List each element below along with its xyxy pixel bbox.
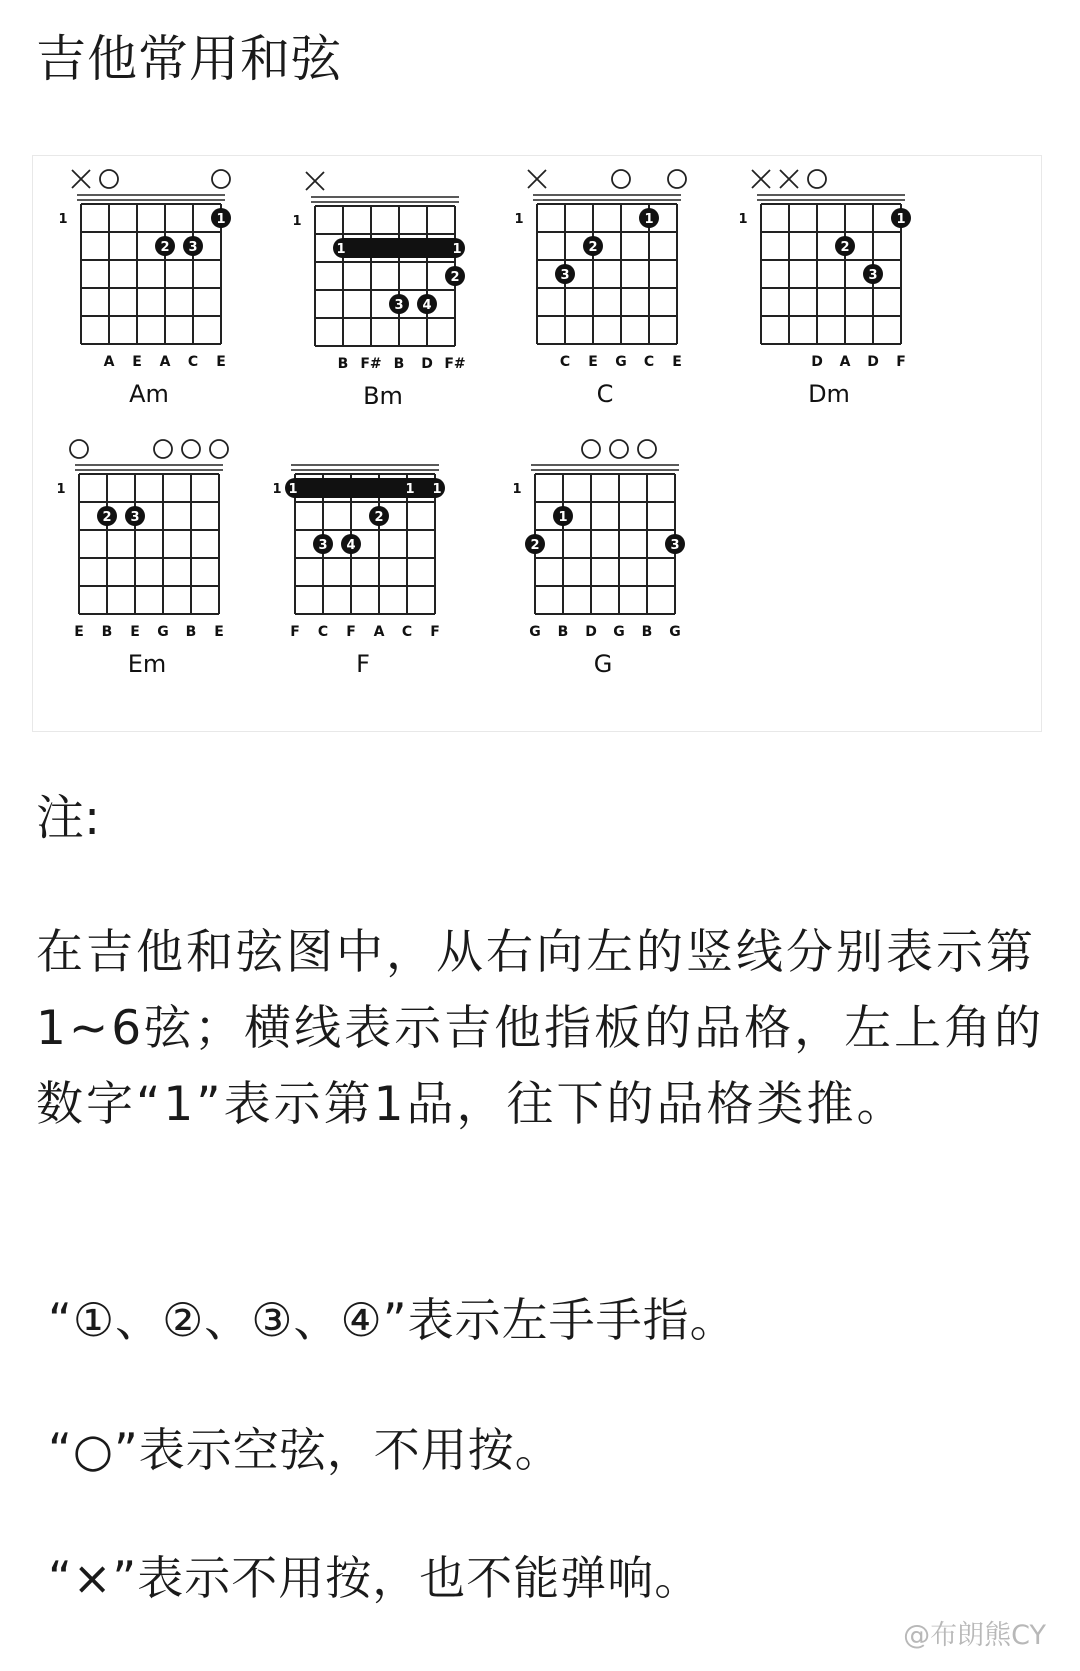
finger-number: 4 — [422, 298, 432, 313]
fret-number-label: 1 — [292, 214, 302, 229]
open-string-icon — [100, 170, 118, 188]
chord-name: G — [593, 650, 613, 678]
chord-f — [272, 465, 445, 678]
finger-number: 3 — [670, 538, 680, 553]
fret-number-label: 1 — [58, 212, 68, 227]
string-note-label: G — [529, 624, 541, 640]
string-note-label: G — [613, 624, 625, 640]
barre-finger-label: 1 — [432, 482, 442, 497]
string-note-label: E — [214, 624, 224, 640]
string-note-label: A — [103, 354, 115, 370]
string-note-label: G — [669, 624, 681, 640]
barre-finger-label: 1 — [336, 242, 346, 257]
finger-dot — [525, 534, 545, 554]
finger-number: 3 — [868, 268, 878, 283]
string-note-label: D — [585, 624, 597, 640]
finger-dot — [835, 236, 855, 256]
open-string-icon — [212, 170, 230, 188]
muted-string-icon — [528, 170, 546, 188]
note-body: 在吉他和弦图中，从右向左的竖线分别表示第1~6弦；横线表示吉他指板的品格，左上角的数字“1”表示第1品，往下的品格类推。 — [36, 925, 1045, 1132]
legend-open-string: “○”表示空弦，不用按。 — [48, 1423, 562, 1477]
finger-number: 3 — [560, 268, 570, 283]
chord-c — [514, 170, 686, 408]
chord-em — [56, 440, 228, 678]
chord-name: Bm — [363, 382, 403, 410]
finger-number: 2 — [840, 240, 850, 255]
string-note-label: F — [346, 624, 356, 640]
open-string-icon — [210, 440, 228, 458]
barre-finger-label: 1 — [288, 482, 298, 497]
string-note-label: D — [421, 356, 433, 372]
string-note-label: E — [132, 354, 142, 370]
open-string-icon — [612, 170, 630, 188]
string-note-label: D — [867, 354, 879, 370]
string-note-label: G — [157, 624, 169, 640]
watermark: @布朗熊CY — [903, 1620, 1046, 1651]
finger-dot — [97, 506, 117, 526]
string-note-label: E — [588, 354, 598, 370]
fret-number-label: 1 — [514, 212, 524, 227]
finger-dot — [369, 506, 389, 526]
finger-dot — [583, 236, 603, 256]
finger-number: 3 — [130, 510, 140, 525]
chord-dm — [738, 170, 911, 408]
open-string-icon — [808, 170, 826, 188]
string-note-label: E — [672, 354, 682, 370]
finger-dot — [341, 534, 361, 554]
finger-dot — [417, 294, 437, 314]
open-string-icon — [70, 440, 88, 458]
finger-number: 2 — [160, 240, 170, 255]
finger-dot — [555, 264, 575, 284]
finger-dot — [665, 534, 685, 554]
finger-number: 2 — [530, 538, 540, 553]
finger-dot — [183, 236, 203, 256]
string-note-label: A — [839, 354, 851, 370]
open-string-icon — [638, 440, 656, 458]
finger-dot — [313, 534, 333, 554]
chord-name: Am — [129, 380, 169, 408]
finger-dot — [863, 264, 883, 284]
open-string-icon — [182, 440, 200, 458]
barre-finger-label: 1 — [452, 242, 462, 257]
finger-number: 1 — [558, 510, 568, 525]
chord-g — [512, 440, 685, 678]
chord-am — [58, 170, 231, 408]
finger-dot — [211, 208, 231, 228]
string-note-label: A — [159, 354, 171, 370]
note-label: 注: — [36, 790, 101, 846]
string-note-label: B — [557, 624, 569, 640]
string-note-label: B — [101, 624, 113, 640]
finger-number: 4 — [346, 538, 356, 553]
chord-name: C — [596, 380, 614, 408]
chord-name: F — [356, 650, 370, 678]
finger-number: 2 — [374, 510, 384, 525]
string-note-label: F — [290, 624, 300, 640]
chord-name: Em — [127, 650, 167, 678]
page-title: 吉他常用和弦 — [36, 30, 342, 88]
string-note-label: B — [393, 356, 405, 372]
fret-number-label: 1 — [512, 482, 522, 497]
string-note-label: C — [559, 354, 571, 370]
muted-string-icon — [752, 170, 770, 188]
finger-number: 3 — [188, 240, 198, 255]
finger-dot — [639, 208, 659, 228]
muted-string-icon — [72, 170, 90, 188]
string-note-label: E — [216, 354, 226, 370]
string-note-label: F — [896, 354, 906, 370]
finger-dot — [389, 294, 409, 314]
finger-dot — [445, 266, 465, 286]
barre-finger-label: 1 — [405, 482, 415, 497]
finger-dot — [553, 506, 573, 526]
finger-dot — [125, 506, 145, 526]
finger-dot — [155, 236, 175, 256]
string-note-label: F# — [360, 356, 382, 372]
string-note-label: F# — [444, 356, 466, 372]
legend-muted-string: “×”表示不用按，也不能弹响。 — [48, 1551, 702, 1605]
finger-number: 1 — [896, 212, 906, 227]
chord-chart-panel — [32, 155, 1042, 732]
finger-number: 3 — [318, 538, 328, 553]
finger-dot — [891, 208, 911, 228]
string-note-label: C — [317, 624, 329, 640]
string-note-label: E — [74, 624, 84, 640]
open-string-icon — [582, 440, 600, 458]
barre-bar — [285, 478, 445, 498]
finger-number: 2 — [450, 270, 460, 285]
fret-number-label: 1 — [272, 482, 282, 497]
string-note-label: E — [130, 624, 140, 640]
string-note-label: C — [643, 354, 655, 370]
open-string-icon — [154, 440, 172, 458]
fret-number-label: 1 — [738, 212, 748, 227]
string-note-label: B — [185, 624, 197, 640]
string-note-label: B — [641, 624, 653, 640]
finger-number: 2 — [102, 510, 112, 525]
string-note-label: C — [401, 624, 413, 640]
string-note-label: G — [615, 354, 627, 370]
string-note-label: F — [430, 624, 440, 640]
muted-string-icon — [306, 172, 324, 190]
fret-number-label: 1 — [56, 482, 66, 497]
string-note-label: B — [337, 356, 349, 372]
muted-string-icon — [780, 170, 798, 188]
string-note-label: A — [373, 624, 385, 640]
chord-diagrams — [33, 156, 1041, 731]
finger-number: 1 — [216, 212, 226, 227]
finger-number: 2 — [588, 240, 598, 255]
barre-bar — [333, 238, 465, 258]
finger-number: 1 — [644, 212, 654, 227]
string-note-label: D — [811, 354, 823, 370]
open-string-icon — [610, 440, 628, 458]
string-note-label: C — [187, 354, 199, 370]
chord-bm — [292, 172, 465, 410]
open-string-icon — [668, 170, 686, 188]
legend-finger-numbers: “①、②、③、④”表示左手手指。 — [48, 1293, 737, 1347]
finger-number: 3 — [394, 298, 404, 313]
chord-name: Dm — [808, 380, 850, 408]
